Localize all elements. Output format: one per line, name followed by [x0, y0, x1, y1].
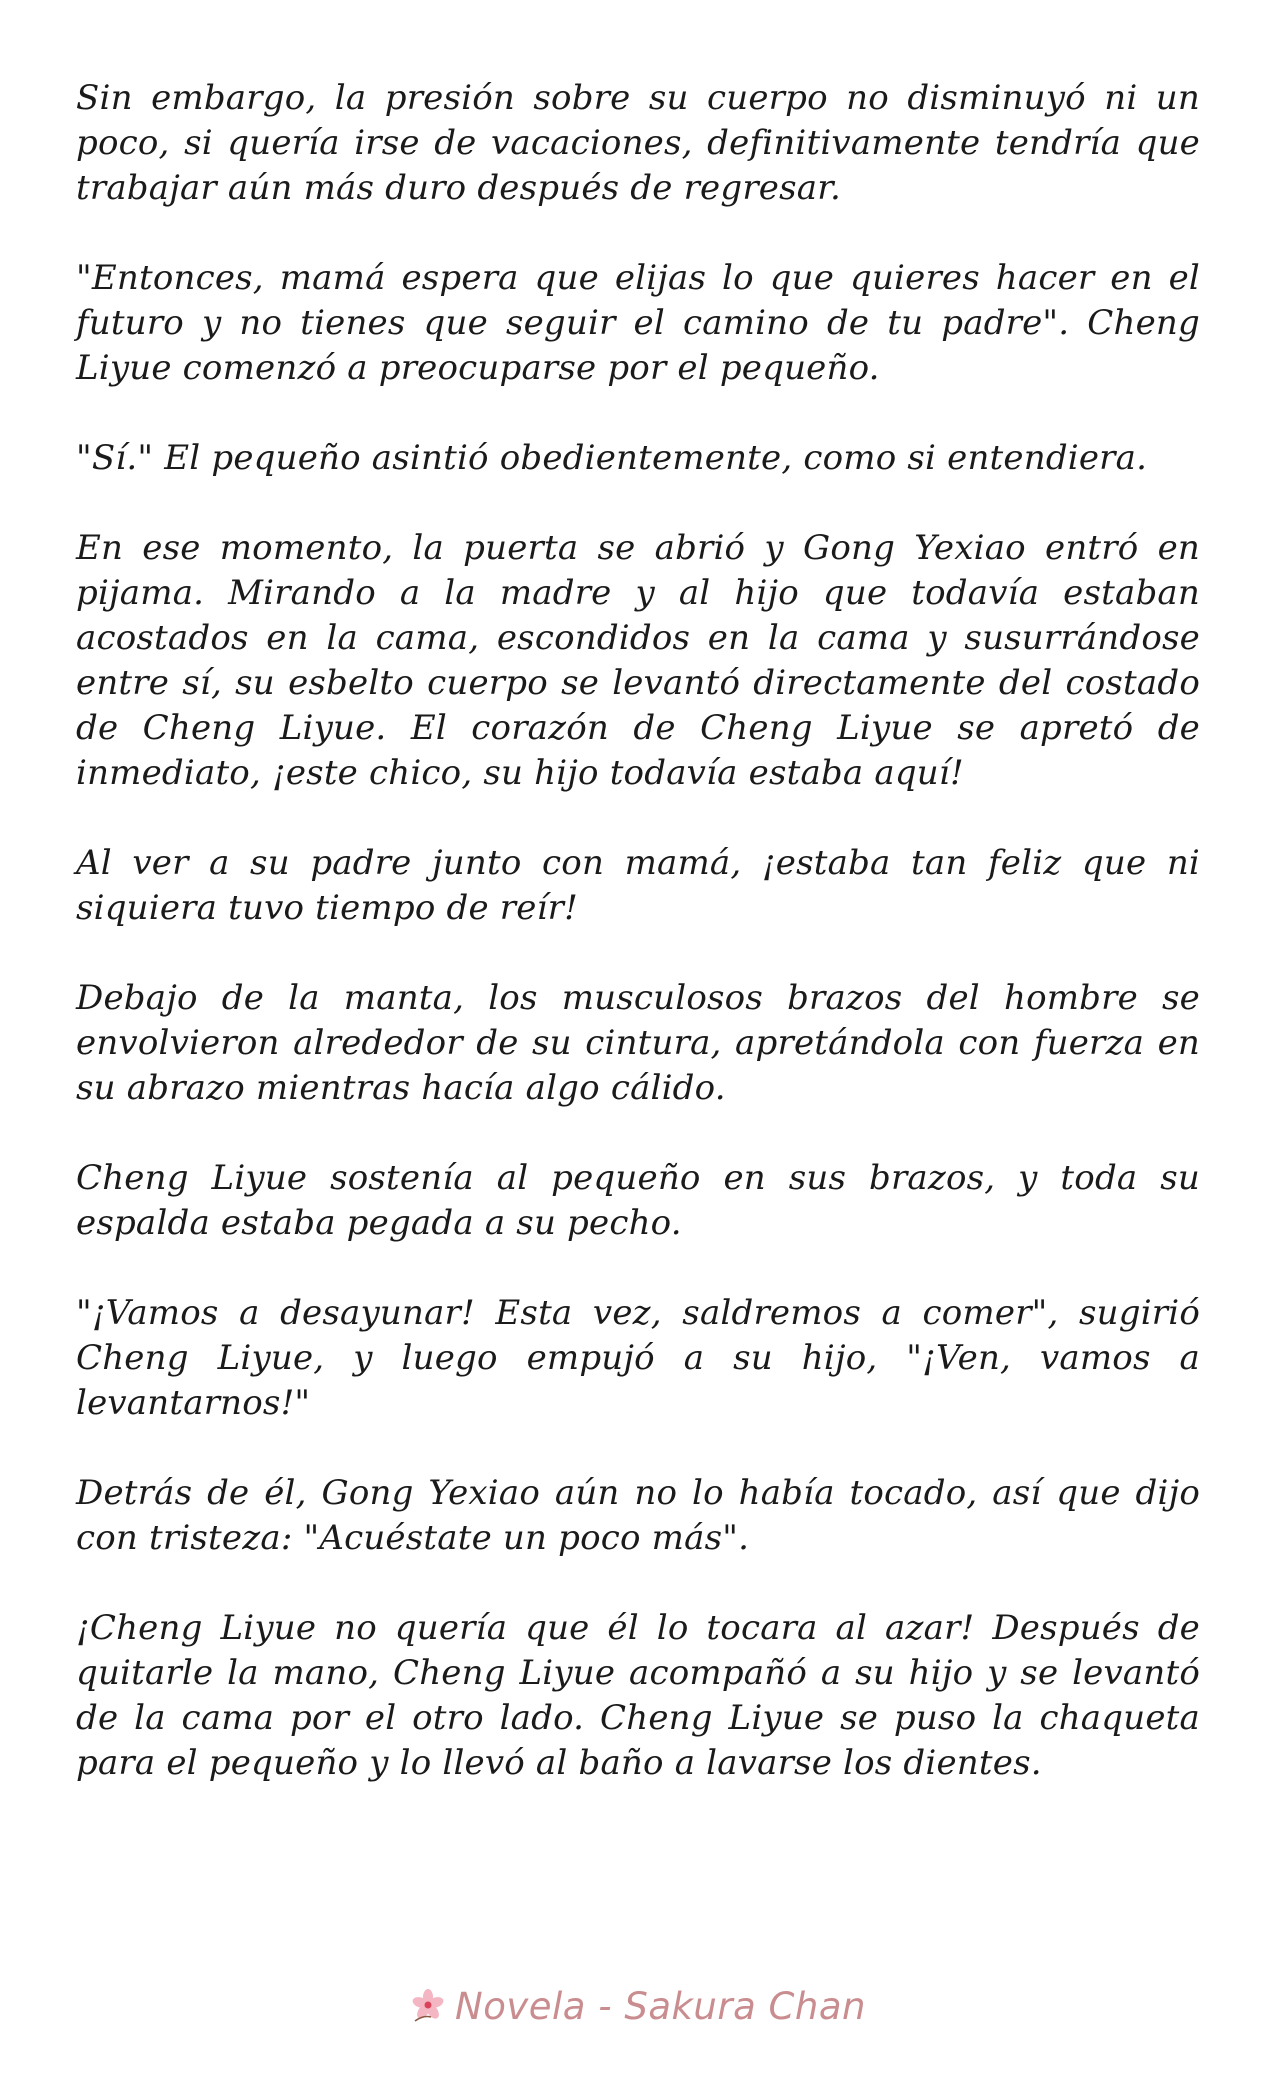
paragraph-8: "¡Vamos a desayunar! Esta vez, saldremos a comer", sugirió Cheng Liyue, y luego empujó a su hijo, "¡Ven, vamos a levantarnos!": [76, 1293, 1200, 1423]
paragraph-3: "Sí." El pequeño asintió obedientemente, como si entendiera.: [76, 438, 1148, 478]
paragraph-6: Debajo de la manta, los musculosos brazos del hombre se envolvieron alrededor de su cintura, apretándola con fuerza en su abrazo mientras hacía algo cálido.: [76, 978, 1200, 1108]
paragraph-5: Al ver a su padre junto con mamá, ¡estaba tan feliz que ni siquiera tuvo tiempo de reír!: [76, 843, 1200, 928]
paragraph-9: Detrás de él, Gong Yexiao aún no lo había tocado, así que dijo con tristeza: "Acuéstate un poco más".: [76, 1473, 1200, 1558]
paragraph-4: En ese momento, la puerta se abrió y Gong Yexiao entró en pijama. Mirando a la madre y al hijo que todavía estaban acostados en la cama, escondidos en la cama y susurrándose entre sí, su esbelto cuerpo se levantó directamente del costado de Cheng Liyue. El corazón de Cheng Liyue se apretó de inmediato, ¡este chico, su hijo todavía estaba aquí!: [76, 528, 1200, 793]
sakura-flower-icon: [409, 1987, 447, 2025]
footer-watermark: [0, 1978, 1275, 2034]
paragraph-1: Sin embargo, la presión sobre su cuerpo no disminuyó ni un poco, si quería irse de vacaciones, definitivamente tendría que trabajar aún más duro después de regresar.: [76, 78, 1200, 208]
footer-label: Novela - Sakura Chan: [455, 1984, 866, 2028]
paragraph-10: ¡Cheng Liyue no quería que él lo tocara al azar! Después de quitarle la mano, Cheng Liyue acompañó a su hijo y se levantó de la cama por el otro lado. Cheng Liyue se puso la chaqueta para el pequeño y lo llevó al baño a lavarse los dientes.: [76, 1608, 1200, 1783]
document-body: [76, 76, 1200, 1831]
paragraph-7: Cheng Liyue sostenía al pequeño en sus brazos, y toda su espalda estaba pegada a su pecho.: [76, 1158, 1200, 1243]
paragraph-2: "Entonces, mamá espera que elijas lo que quieres hacer en el futuro y no tienes que seguir el camino de tu padre". Cheng Liyue comenzó a preocuparse por el pequeño.: [76, 258, 1200, 388]
